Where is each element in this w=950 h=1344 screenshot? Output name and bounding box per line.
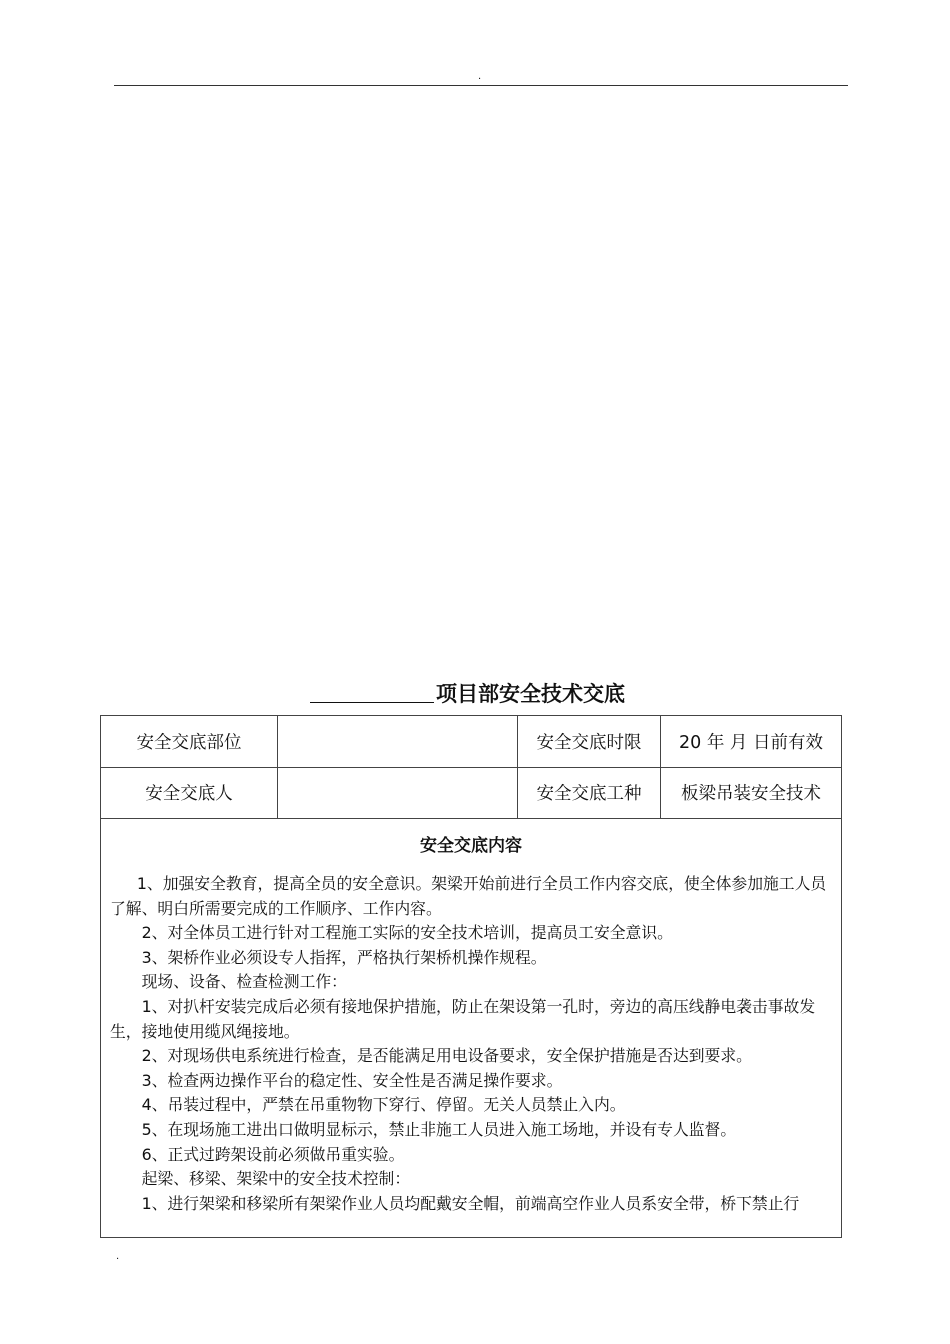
paragraph: 3、架桥作业必须设专人指挥，严格执行架桥机操作规程。 [141,947,547,967]
form-row-location [101,716,841,768]
location-value [278,716,518,767]
person-value [278,767,518,818]
title-blank-line [310,702,434,703]
paragraph: 1、对扒杆安装完成后必须有接地保护措施，防止在架设第一孔时，旁边的高压线静电袭击事故发生，接地使用缆风绳接地。 [110,996,816,1041]
paragraph: 5、在现场施工进出口做明显标示，禁止非施工人员进入施工场地，并设有专人监督。 [141,1119,737,1139]
time-limit-value: 20 年 月 日前有效 [679,733,823,753]
title-text: 项目部安全技术交底 [436,682,625,706]
paragraph: 2、对现场供电系统进行检查，是否能满足用电设备要求，安全保护措施是否达到要求。 [141,1046,752,1066]
paragraph: 现场、设备、检查检测工作： [141,972,347,992]
header-rule [114,85,848,86]
paragraph: 4、吊装过程中，严禁在吊重物物下穿行、停留。无关人员禁止入内。 [141,1095,626,1115]
time-limit-label: 安全交底时限 [518,716,661,767]
paragraph: 3、检查两边操作平台的稳定性、安全性是否满足操作要求。 [141,1070,563,1090]
form-row-person [101,767,841,819]
content-paragraphs [101,872,841,1216]
paragraph: 6、正式过跨架设前必须做吊重实验。 [141,1144,405,1164]
footer-mark: . [116,1251,120,1262]
disclosure-form [100,715,842,1238]
content-title: 安全交底内容 [420,836,522,856]
location-label: 安全交底部位 [101,716,278,767]
page-title [310,678,625,708]
paragraph: 1、进行架梁和移梁所有架梁作业人员均配戴安全帽，前端高空作业人员系安全带，桥下禁止行 [141,1193,800,1213]
paragraph: 起梁、移梁、架梁中的安全技术控制： [141,1169,411,1189]
header-mark: . [478,71,482,82]
content-section [101,819,841,1216]
paragraph: 2、对全体员工进行针对工程施工实际的安全技术培训，提高员工安全意识。 [141,923,673,943]
person-label: 安全交底人 [101,767,278,818]
work-type-label: 安全交底工种 [518,767,661,818]
paragraph: 1、加强安全教育，提高全员的安全意识。架梁开始前进行全员工作内容交底，使全体参加施工人员了解、明白所需要完成的工作顺序、工作内容。 [110,874,827,918]
work-type-value: 板梁吊装安全技术 [681,784,821,804]
